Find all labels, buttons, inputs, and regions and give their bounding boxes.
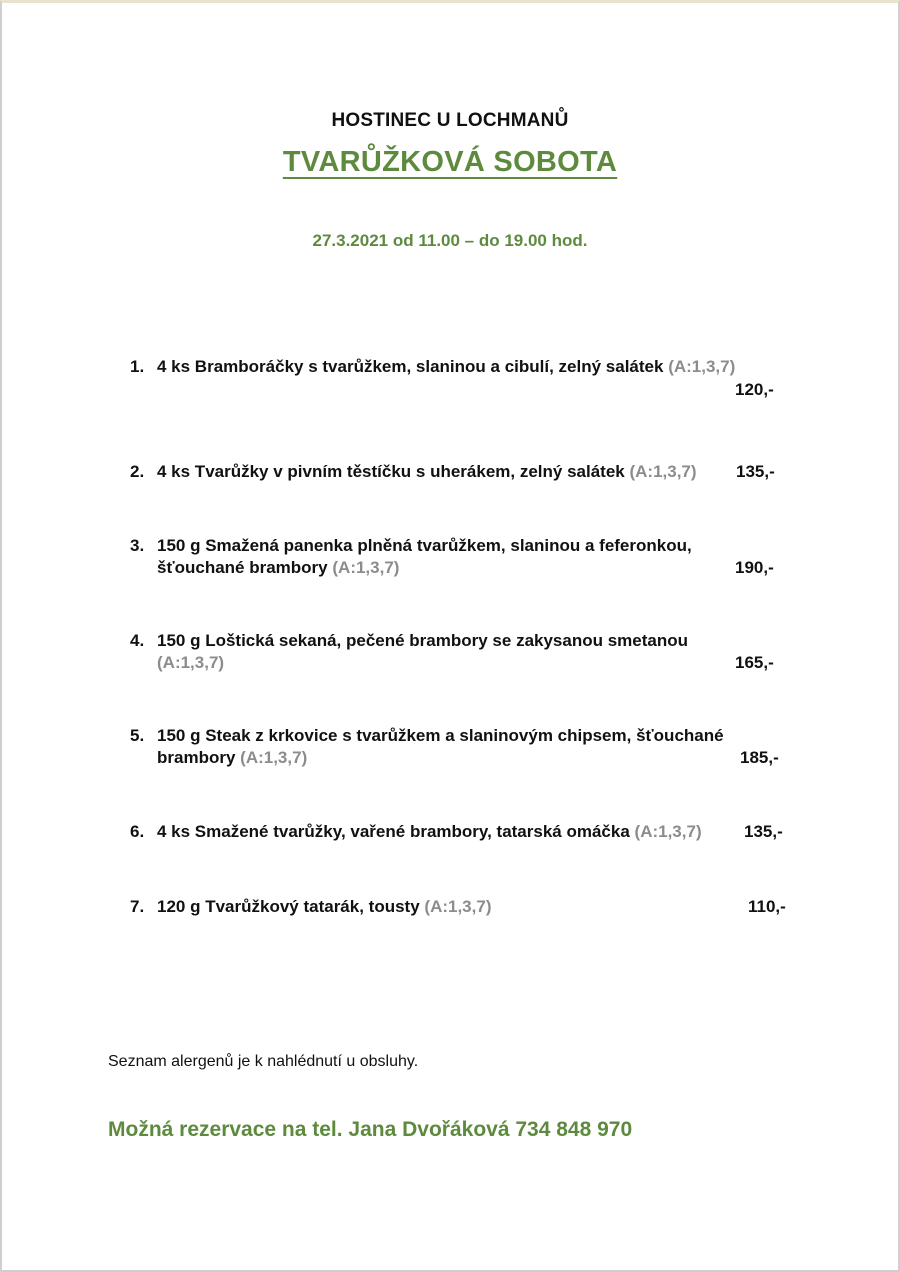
menu-item [0, 355, 900, 403]
menu-item-description [157, 895, 491, 919]
menu-item-allergens: (A:1,3,7) [157, 653, 225, 672]
menu-item-description [157, 820, 702, 844]
menu-item-description [157, 534, 692, 558]
menu-item-text: 120 g Tvarůžkový tatarák, tousty [157, 897, 420, 916]
allergen-note: Seznam alergenů je k nahlédnutí u obsluhy. [108, 1053, 419, 1070]
event-title: TVARŮŽKOVÁ SOBOTA [282, 146, 618, 178]
menu-item-text: 4 ks Bramboráčky s tvarůžkem, slaninou a cibulí, zelný salátek [157, 357, 664, 376]
menu-item [0, 629, 900, 677]
menu-item-allergens: (A:1,3,7) [424, 897, 492, 916]
menu-item-number: 3. [130, 536, 145, 555]
menu-item-text: 150 g Steak z krkovice s tvarůžkem a slaninovým chipsem, šťouchané [157, 726, 724, 745]
menu-item-text: 150 g Loštická sekaná, pečené brambory se zakysanou smetanou [157, 631, 689, 650]
menu-item [0, 724, 900, 772]
menu-item-allergens: (A:1,3,7) [668, 357, 736, 376]
menu-item-number: 4. [130, 631, 145, 650]
menu-item-description [157, 629, 688, 653]
menu-item-description-line2 [157, 746, 307, 770]
menu-item-text: 150 g Smažená panenka plněná tvarůžkem, slaninou a feferonkou, [157, 536, 692, 555]
menu-item-allergens: (A:1,3,7) [240, 748, 308, 767]
menu-item-number: 2. [130, 462, 145, 481]
restaurant-name: HOSTINEC U LOCHMANŮ [331, 110, 569, 131]
menu-item-allergens: (A:1,3,7) [332, 558, 400, 577]
menu-item-text: 4 ks Smažené tvarůžky, vařené brambory, tatarská omáčka [157, 822, 630, 841]
menu-item-number: 7. [130, 897, 145, 916]
menu-item-price: 135,- [744, 822, 783, 841]
menu-item [0, 820, 900, 844]
menu-item-text: šťouchané brambory [157, 558, 328, 577]
menu-item-text: brambory [157, 748, 236, 767]
menu-item-number: 1. [130, 357, 145, 376]
menu-item-price: 165,- [735, 653, 774, 672]
menu-item-description-line2 [157, 556, 399, 580]
menu-item [0, 895, 900, 919]
menu-item [0, 534, 900, 582]
menu-item-price: 185,- [740, 748, 779, 767]
reservation-contact: Možná rezervace na tel. Jana Dvořáková 734 848 970 [108, 1118, 633, 1141]
menu-item-price: 120,- [735, 380, 774, 399]
menu-item-price: 110,- [748, 897, 786, 916]
menu-item-text: 4 ks Tvarůžky v pivním těstíčku s uherákem, zelný salátek [157, 462, 625, 481]
menu-item-price: 190,- [735, 558, 774, 577]
menu-item-price: 135,- [736, 462, 775, 481]
menu-item-description-line2 [157, 651, 224, 675]
menu-item [0, 460, 900, 484]
menu-item-description [157, 355, 735, 379]
menu-item-number: 5. [130, 726, 145, 745]
menu-item-description [157, 460, 697, 484]
menu-item-description [157, 724, 724, 748]
menu-item-allergens: (A:1,3,7) [629, 462, 697, 481]
event-date: 27.3.2021 od 11.00 – do 19.00 hod. [312, 231, 588, 250]
menu-item-number: 6. [130, 822, 145, 841]
menu-item-allergens: (A:1,3,7) [634, 822, 702, 841]
